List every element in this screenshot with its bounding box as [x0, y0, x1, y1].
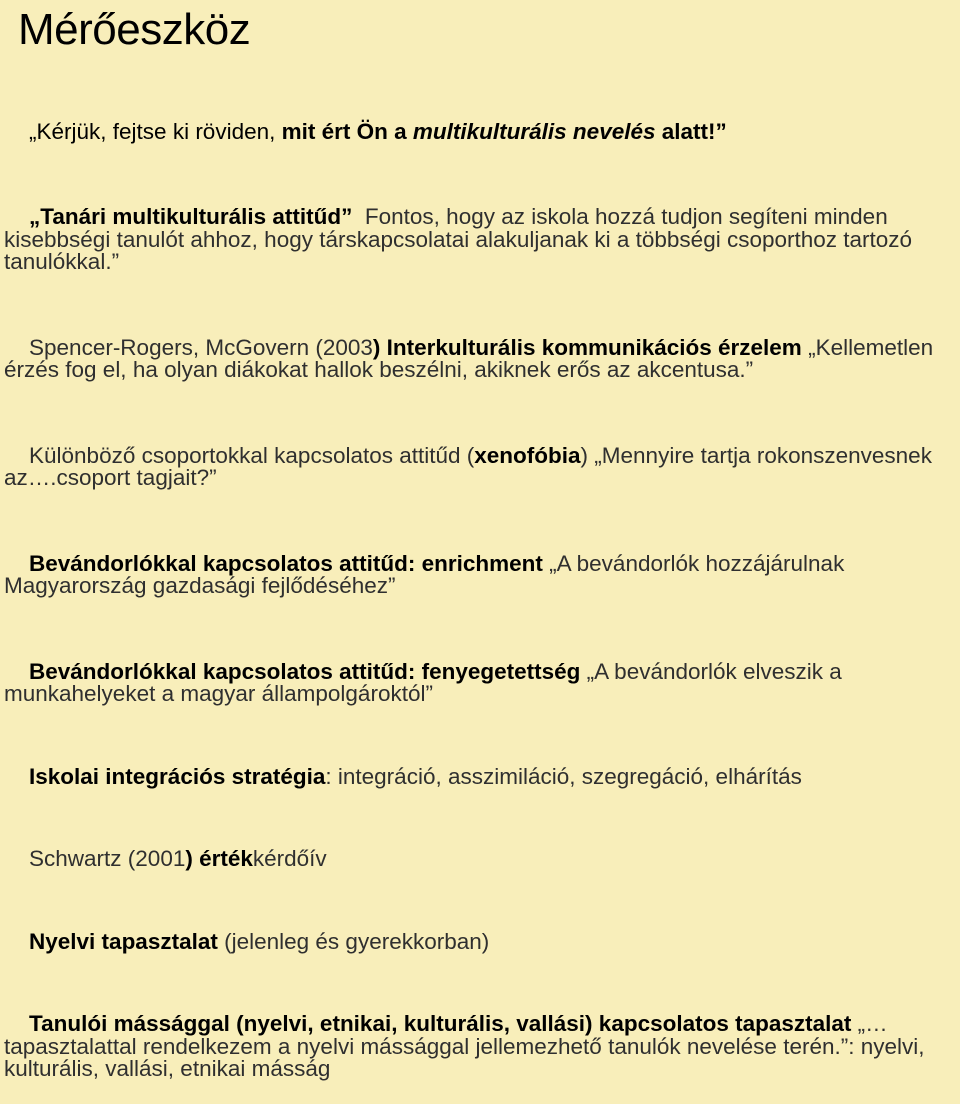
text-segment-bold: xenofóbia	[474, 442, 581, 468]
values-questionnaire-paragraph	[4, 826, 956, 894]
text-segment: „Kellemetlen érzés fog el, ha olyan diákokat hallok beszélni, akiknek erős az akcentusa.”	[4, 334, 940, 382]
xenophobia-paragraph	[4, 422, 956, 512]
text-segment-bold: Tanulói mássággal (nyelvi, etnikai, kulturális, vallási) kapcsolatos tapasztalat	[29, 1011, 852, 1036]
threat-paragraph	[4, 638, 956, 728]
text-segment: Schwartz (2001	[29, 846, 186, 871]
text-segment: „Kérjük, fejtse ki röviden,	[29, 118, 282, 144]
text-segment-bold: mit ért Ön a	[281, 118, 413, 144]
text-segment: „A bevándorlók hozzájárulnak Magyarország gazdasági fejlődéséhez”	[4, 550, 851, 598]
text-segment: kérdőív	[252, 846, 327, 871]
diversity-experience-paragraph	[4, 991, 956, 1104]
slide-body	[4, 98, 956, 1103]
text-segment-bold: ) Interkulturális kommunikációs érzelem	[372, 334, 809, 360]
text-segment: (jelenleg és gyerekkorban)	[217, 928, 490, 954]
text-segment: Különböző csoportokkal kapcsolatos attitűd (	[29, 442, 475, 468]
question-paragraph	[4, 98, 956, 166]
text-segment-bold-italic: multikulturális nevelés	[412, 118, 656, 144]
integration-strategy-paragraph	[4, 743, 956, 811]
text-segment-bold: ) érték	[185, 846, 253, 871]
text-segment-bold: alatt!”	[655, 118, 727, 144]
slide-title: Mérőeszköz	[18, 5, 251, 54]
enrichment-paragraph	[4, 530, 956, 620]
text-segment-bold: Nyelvi tapasztalat	[29, 928, 218, 954]
text-segment-bold: Bevándorlókkal kapcsolatos attitűd: enrichment	[29, 550, 543, 576]
text-segment: „A bevándorlók elveszik a munkahelyeket a magyar állampolgároktól”	[4, 658, 849, 706]
text-segment-bold: „Tanári multikulturális attitűd”	[29, 204, 353, 229]
language-experience-paragraph	[4, 908, 956, 976]
text-segment: : integráció, asszimiláció, szegregáció, elhárítás	[325, 763, 802, 789]
text-segment: Spencer-Rogers, McGovern (2003	[29, 334, 373, 360]
intercultural-emotion-paragraph	[4, 314, 956, 404]
text-segment-bold: Iskolai integrációs stratégia	[29, 763, 326, 789]
text-segment-bold: Bevándorlókkal kapcsolatos attitűd: fenyegetettség	[29, 658, 581, 684]
text-segment: „…tapasztalattal rendelkezem a nyelvi mássággal jellemezhető tanulók nevelése terén.”: nyelvi, kulturális, vallási, etnikai másság	[4, 1011, 931, 1081]
text-segment: ) „Mennyire tartja rokonszenvesnek az….csoport tagjait?”	[4, 442, 939, 490]
text-segment: Fontos, hogy az iskola hozzá tudjon segíteni minden kisebbségi tanulót ahhoz, hogy társkapcsolatai alakuljanak ki a többségi csoporthoz tartozó tanulókkal.”	[4, 204, 919, 274]
teacher-attitude-paragraph	[4, 184, 956, 297]
